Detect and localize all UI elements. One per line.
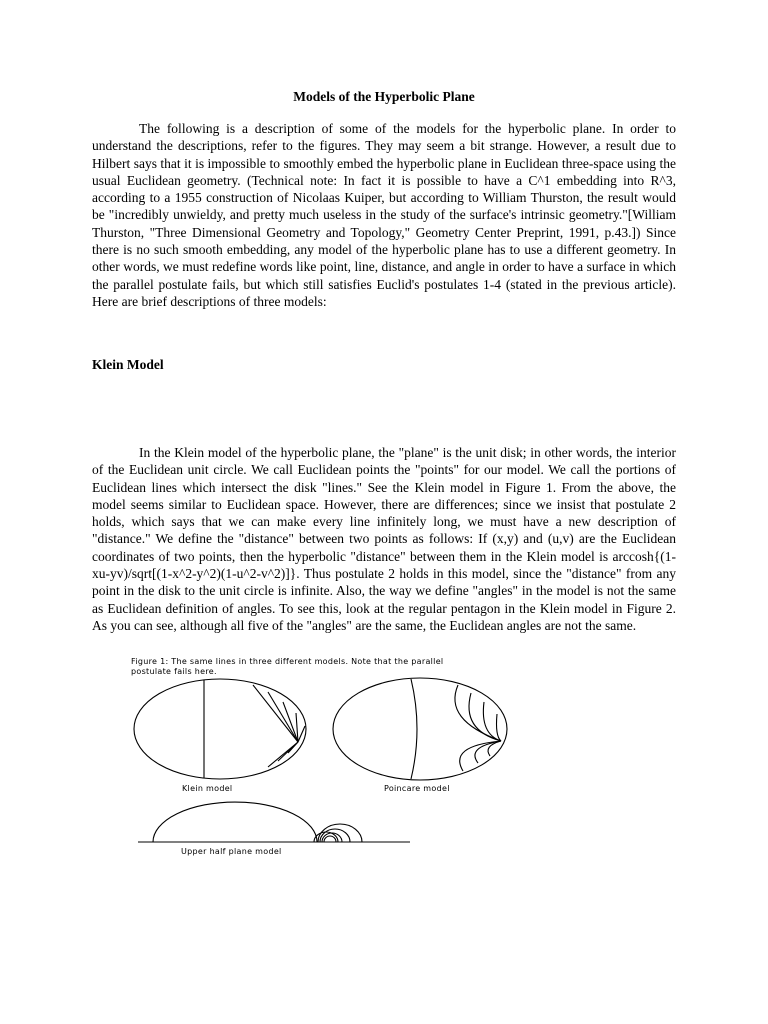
klein-model-label: Klein model	[182, 784, 233, 793]
poincare-disk-boundary	[333, 678, 507, 780]
figure-1	[118, 650, 518, 865]
poincare-model-label: Poincare model	[384, 784, 450, 793]
figure-caption-line-1: Figure 1: The same lines in three different models. Note that the parallel	[131, 657, 444, 666]
poincare-geodesic	[455, 685, 501, 741]
upper-half-geodesic	[322, 833, 342, 842]
upper-half-geodesic	[324, 836, 336, 842]
poincare-geodesic	[411, 679, 417, 779]
poincare-geodesic	[460, 741, 501, 771]
poincare-model-diagram	[333, 678, 507, 780]
page-title: Models of the Hyperbolic Plane	[293, 89, 475, 104]
intro-paragraph: The following is a description of some of the models for the hyperbolic plane. In order to understand the descriptions, refer to the figures. They may seem a bit strange. However, a result due to Hilbert says that it is impossible to smoothly embed the hyperbolic plane in Euclidean three-space using the usual Euclidean geometry. (Technical note: In fact it is possible to have a C^1 embedding into R^3, according to a 1955 construction of Nicolaas Kuiper, but according to William Thurston, the result would be "incredibly unwieldy, and pretty much useless in the study of the surface's intrinsic geometry."[William Thurston, "Three Dimensional Geometry and Topology," Geometry Center Preprint, 1991, p.43.]) Since there is no such smooth embedding, any model of the hyperbolic plane has to use a different geometry. In other words, we must redefine words like point, line, distance, and angle in order to have a surface in which the parallel postulate fails, but which still satisfies Euclid's postulates 1-4 (stated in the previous article). Here are brief descriptions of three models:	[92, 121, 676, 309]
klein-model-paragraph: In the Klein model of the hyperbolic plane, the "plane" is the unit disk; in other words, the interior of the Euclidean unit circle. We call Euclidean points the "points" for our model. We call the portions of Euclidean lines which intersect the disk "lines." See the Klein model in Figure 1. From the above, the model seems similar to Euclidean space. However, there are differences; since we insist that postulate 2 holds, which says that we can make every line infinitely long, we must have a new description of "distance." We define the "distance" between two points as follows: If (x,y) and (u,v) are the Euclidean coordinates of two points, then the hyperbolic "distance" between them in the Klein model is arccosh{(1-xu-yv)/sqrt[(1-x^2-y^2)(1-u^2-v^2)]}. Thus postulate 2 holds in this model, since the "distance" from any point in the disk to the unit circle is infinite. Also, the way we define "angles" in the model is not the same as Euclidean definition of angles. To see this, look at the regular pentagon in the Klein model in Figure 2. As you can see, although all five of the "angles" are the same, the Euclidean angles are not the same.	[92, 445, 676, 633]
klein-line	[253, 685, 298, 742]
poincare-geodesic	[497, 714, 502, 741]
upper-half-plane-diagram	[138, 802, 410, 842]
klein-model-diagram	[134, 679, 306, 779]
section-heading-klein-model: Klein Model	[92, 357, 164, 372]
poincare-geodesic	[469, 693, 501, 741]
upper-half-geodesic	[153, 802, 317, 842]
klein-disk-boundary	[134, 679, 306, 779]
upper-half-plane-label: Upper half plane model	[181, 847, 282, 856]
klein-line	[283, 702, 298, 742]
figure-caption-line-2: postulate fails here.	[131, 667, 217, 676]
klein-line	[268, 692, 298, 742]
